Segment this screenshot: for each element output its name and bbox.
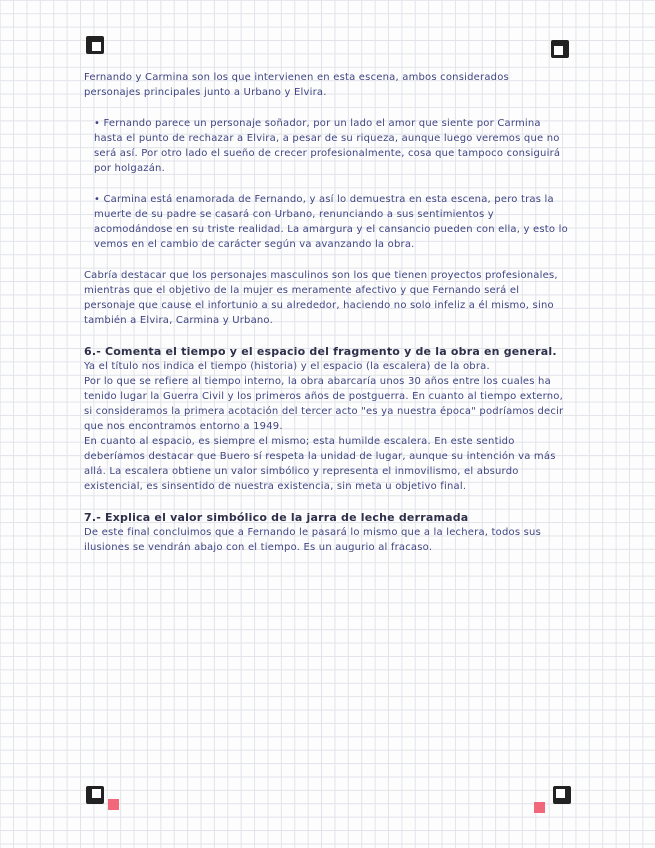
intro-paragraph: Fernando y Carmina son los que intervienen en esta escena, ambos considerados personajes principales junto a Urbano y Elvira. (84, 72, 509, 98)
corner-bracket-icon (86, 786, 104, 804)
question-7-heading: 7.- Explica el valor simbólico de la jarra de leche derramada (84, 511, 469, 524)
answer-6-time: Por lo que se refiere al tiempo interno, la obra abarcaría unos 30 años entre los cuales ha tenido lugar la Guerra Civil y los primeros años de postguerra. En cuanto al tiempo externo, si consideramos la primera acotación del tercer acto "es ya nuestra época" podríamos decir que nos encontramos entorno a 1949. (84, 376, 564, 432)
answer-6-space: En cuanto al espacio, es siempre el mismo; esta humilde escalera. En este sentido deberíamos destacar que Buero sí respeta la unidad de lugar, aunque su intención va más allá. La escalera obtiene un valor simbólico y representa el inmovilismo, el absurdo existencial, es sinsentido de nuestra existencia, sin meta u objetivo final. (84, 436, 556, 492)
answer-7: De este final concluimos que a Fernando le pasará lo mismo que a la lechera, todos sus ilusiones se vendrán abajo con el tiempo. Es un augurio al fracaso. (84, 527, 541, 553)
bullet-fernando: • Fernando parece un personaje soñador, por un lado el amor que siente por Carmina hasta el punto de rechazar a Elvira, a pesar de su riqueza, aunque luego veremos que no será así. Por otro lado el sueño de crecer profesionalmente, cosa que tampoco consiguirá por holgazán. (94, 118, 561, 174)
handwritten-notes (84, 70, 568, 555)
pink-square-icon (534, 798, 545, 809)
corner-bracket-icon (551, 40, 569, 58)
conclusion-paragraph: Cabría destacar que los personajes masculinos son los que tienen proyectos profesionales, mientras que el objetivo de la mujer es meramente afectivo y que Fernando será el personaje que cause el infortunio a su alrededor, haciendo no solo infeliz a él mismo, sino también a Elvira, Carmina y Urbano. (84, 270, 558, 326)
question-6-heading: 6.- Comenta el tiempo y el espacio del fragmento y de la obra en general. (84, 345, 557, 358)
bullet-carmina: • Carmina está enamorada de Fernando, y así lo demuestra en esta escena, pero tras la muerte de su padre se casará con Urbano, renunciando a sus sentimientos y acomodándose en su triste realidad. La amargura y el cansancio pueden con ella, y esto lo vemos en el cambio de carácter según va avanzando la obra. (94, 194, 568, 250)
corner-bracket-icon (553, 786, 571, 804)
corner-bracket-icon (86, 36, 104, 54)
pink-square-icon (108, 795, 119, 806)
answer-6-title: Ya el título nos indica el tiempo (historia) y el espacio (la escalera) de la obra. (84, 361, 490, 372)
